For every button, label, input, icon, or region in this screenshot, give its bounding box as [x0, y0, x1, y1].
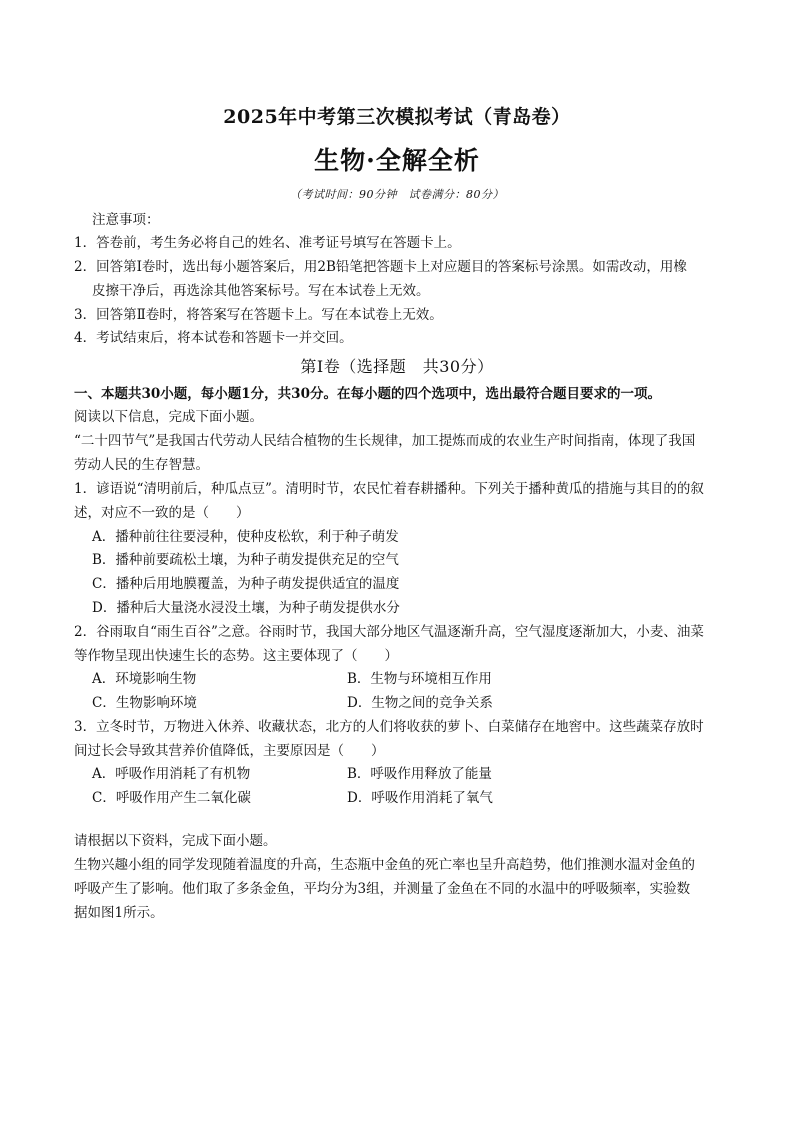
passage1-intro: 阅读以下信息，完成下面小题。 — [74, 409, 263, 425]
q1-option-c: C．播种后用地膜覆盖，为种子萌发提供适宜的温度 — [92, 576, 400, 592]
exam-title: 2025年中考第三次模拟考试（青岛卷） — [223, 106, 571, 128]
passage2-text-end: 据如图1所示。 — [74, 905, 164, 921]
q1-stem-cont: 述，对应不一致的是（ ） — [74, 505, 250, 521]
note-item-2-cont: 皮擦干净后，再选涂其他答案标号。写在本试卷上无效。 — [92, 283, 430, 299]
q3-option-c: C．呼吸作用产生二氧化碳 — [92, 790, 251, 806]
q3-stem-cont: 间过长会导致其营养价值降低，主要原因是（ ） — [74, 743, 385, 759]
note-item-3: 3．回答第Ⅱ卷时，将答案写在答题卡上。写在本试卷上无效。 — [74, 307, 443, 323]
passage1-text: “二十四节气”是我国古代劳动人民结合植物的生长规律，加工提炼而成的农业生产时间指南，体现了我国 — [74, 433, 696, 449]
section-title: 第Ⅰ卷（选择题 共30分） — [300, 357, 494, 376]
q2-option-a: A．环境影响生物 — [92, 671, 197, 687]
note-item-4: 4．考试结束后，将本试卷和答题卡一并交回。 — [74, 330, 353, 346]
section-instruction: 一、本题共30小题，每小题1分，共30分。在每小题的四个选项中，选出最符合题目要求的一项。 — [74, 386, 661, 402]
exam-info: （考试时间：90分钟 试卷满分：80分） — [290, 188, 504, 201]
q3-option-d: D．呼吸作用消耗了氧气 — [347, 790, 493, 806]
q3-option-b: B．呼吸作用释放了能量 — [347, 766, 492, 782]
q1-option-d: D．播种后大量浇水浸没土壤，为种子萌发提供水分 — [92, 600, 400, 616]
q1-option-b: B．播种前要疏松土壤，为种子萌发提供充足的空气 — [92, 552, 399, 568]
q2-option-d: D．生物之间的竞争关系 — [347, 695, 493, 711]
q2-option-c: C．生物影响环境 — [92, 695, 197, 711]
exam-subtitle: 生物·全解全析 — [314, 146, 480, 175]
q2-stem: 2．谷雨取自“雨生百谷”之意。谷雨时节，我国大部分地区气温逐渐升高，空气湿度逐渐加大，小麦、油菜 — [74, 624, 704, 640]
q2-option-b: B．生物与环境相互作用 — [347, 671, 492, 687]
passage2-intro: 请根据以下资料，完成下面小题。 — [74, 833, 277, 849]
q1-option-a: A．播种前往往要浸种，使种皮松软，利于种子萌发 — [92, 529, 399, 545]
note-item-2: 2．回答第Ⅰ卷时，选出每小题答案后，用2B铅笔把答题卡上对应题目的答案标号涂黑。如需改动，用橡 — [74, 259, 687, 275]
passage1-text-cont: 劳动人民的生存智慧。 — [74, 457, 209, 473]
notes-heading: 注意事项： — [92, 212, 160, 228]
q3-option-a: A．呼吸作用消耗了有机物 — [92, 766, 251, 782]
note-item-1: 1．答卷前，考生务必将自己的姓名、准考证号填写在答题卡上。 — [74, 235, 461, 251]
passage2-text: 生物兴趣小组的同学发现随着温度的升高，生态瓶中金鱼的死亡率也呈升高趋势，他们推测水温对金鱼的 — [74, 857, 695, 873]
q1-stem: 1．谚语说“清明前后，种瓜点豆”。清明时节，农民忙着春耕播种。下列关于播种黄瓜的措施与其目的的叙 — [74, 481, 704, 497]
passage2-text-cont: 呼吸产生了影响。他们取了多条金鱼，平均分为3组，并测量了金鱼在不同的水温中的呼吸频率，实验数 — [74, 881, 691, 897]
q2-stem-cont: 等作物呈现出快速生长的态势。这主要体现了（ ） — [74, 648, 398, 664]
q3-stem: 3．立冬时节，万物进入休养、收藏状态，北方的人们将收获的萝卜、白菜储存在地窖中。这些蔬菜存放时 — [74, 719, 704, 735]
